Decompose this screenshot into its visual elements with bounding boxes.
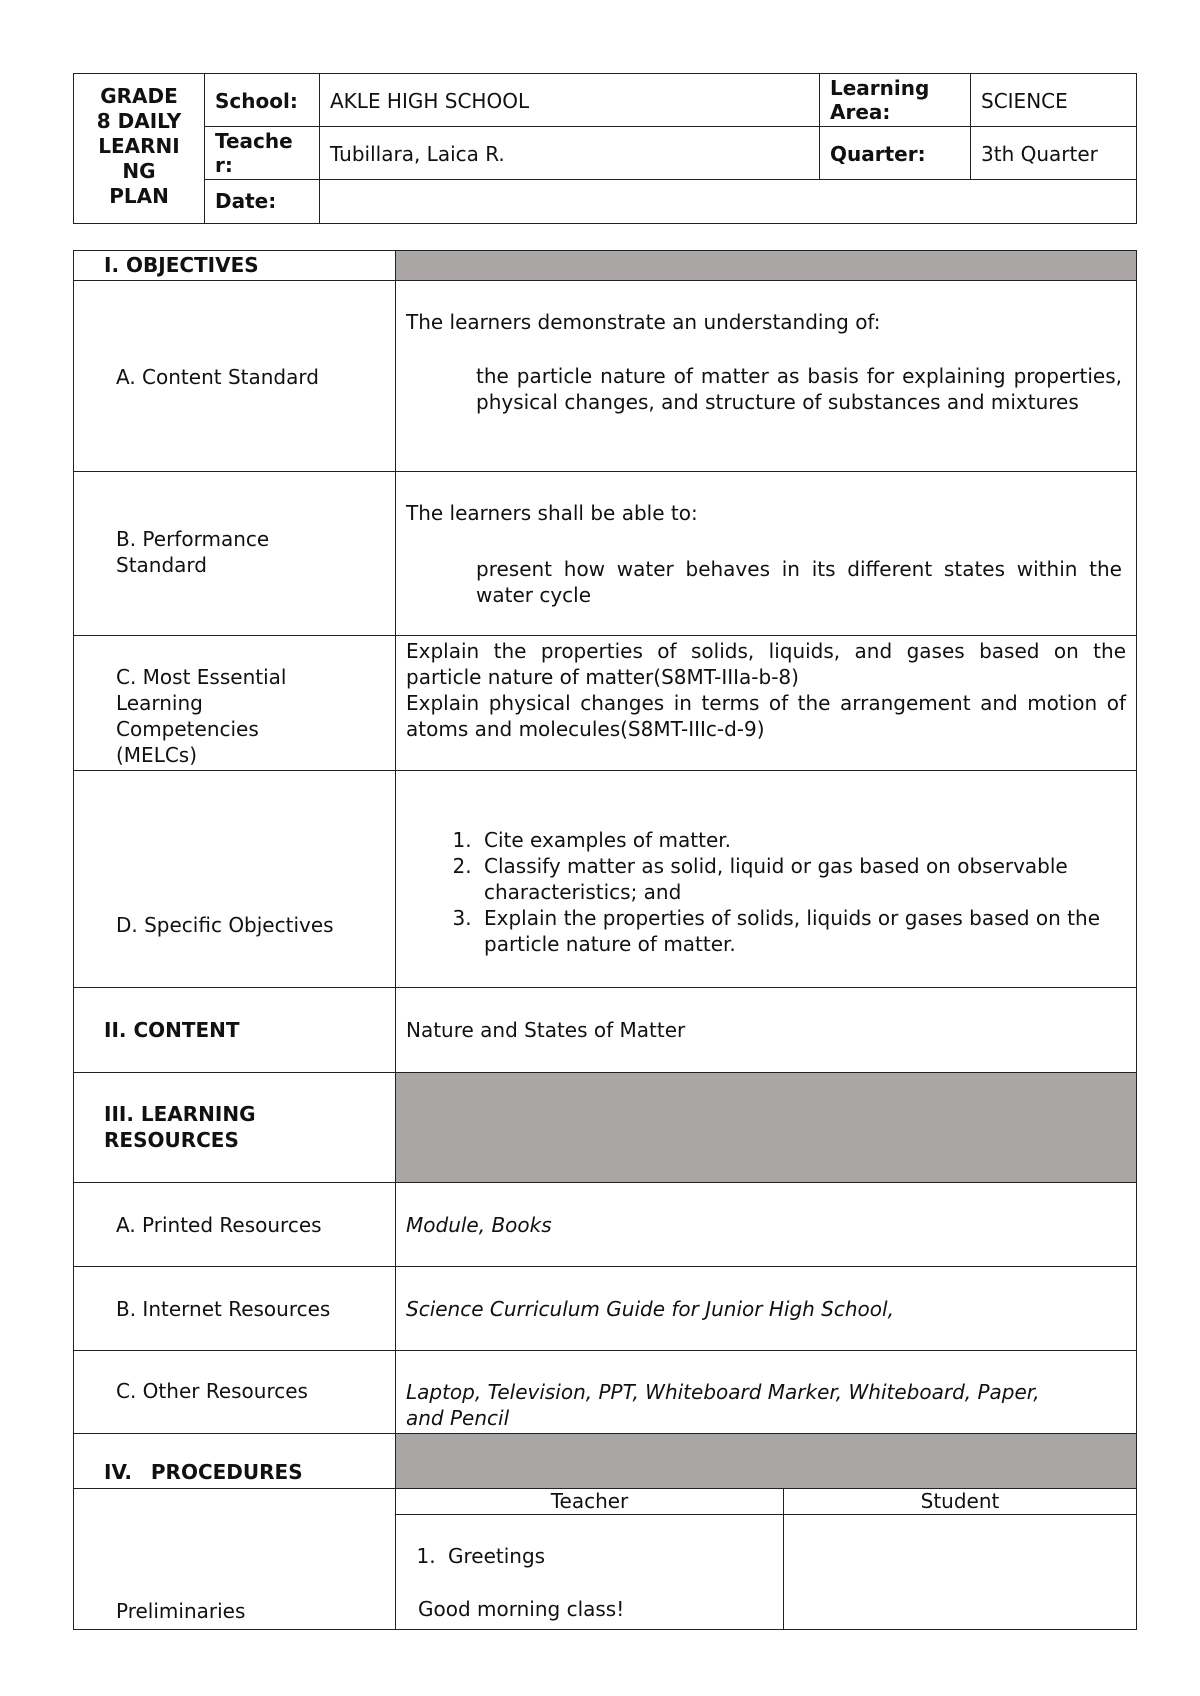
performance-standard-cell: [395, 471, 1137, 636]
melcs-cell: [395, 635, 1137, 771]
melcs-label-cell: [73, 635, 396, 771]
teacher-procedure-item: 1. Greetings: [442, 1543, 545, 1569]
plan-title-line: LEARNI: [98, 134, 180, 158]
melc-item: Explain the properties of solids, liquids, and gases based on the particle nature of matter(S8MT-IIIa-b-8): [406, 639, 1126, 689]
internet-resources-label-cell: [73, 1266, 396, 1351]
content-standard-intro: The learners demonstrate an understanding of:: [406, 310, 881, 334]
printed-resources-label-cell: [73, 1182, 396, 1267]
student-procedure-cell: [783, 1514, 1137, 1630]
specific-objective-item: 1. Cite examples of matter.: [478, 827, 1118, 853]
content-standard-text: the particle nature of matter as basis for explaining properties, physical changes, and structure of substances and mixtures: [476, 364, 1122, 414]
plan-title-cell: [73, 73, 205, 224]
content-standard-label: A. Content Standard: [116, 365, 319, 389]
preliminaries-label-cell: [73, 1488, 396, 1630]
plan-title-line: 8 DAILY: [96, 109, 182, 133]
procedures-heading: IV. PROCEDURES: [104, 1460, 303, 1484]
student-column-header: [783, 1488, 1137, 1515]
resources-shade: [395, 1072, 1137, 1183]
melcs-label: C. Most Essential Learning Competencies (MELCs): [116, 665, 287, 767]
date-label: Date:: [204, 179, 320, 224]
teacher-greeting-line: Good morning class!: [418, 1597, 625, 1621]
teacher-procedure-list: [420, 1543, 545, 1569]
other-resources-label: C. Other Resources: [116, 1379, 308, 1403]
performance-standard-text: present how water behaves in its different states within the water cycle: [476, 557, 1122, 607]
content-heading: II. CONTENT: [104, 1018, 240, 1042]
specific-objectives-label-cell: [73, 770, 396, 988]
internet-resources-cell: [395, 1266, 1137, 1351]
specific-objectives-list: [442, 827, 1118, 957]
procedures-shade: [395, 1433, 1137, 1489]
school-label: School:: [204, 73, 320, 127]
date-value: [319, 179, 1137, 224]
internet-resources-label: B. Internet Resources: [116, 1297, 331, 1321]
objectives-shade: [395, 250, 1137, 281]
teacher-label: Teacher:: [204, 126, 320, 180]
quarter-label: Quarter:: [819, 126, 971, 180]
printed-resources-cell: [395, 1182, 1137, 1267]
other-resources-value: Laptop, Television, PPT, Whiteboard Marker, Whiteboard, Paper, and Pencil: [406, 1380, 1040, 1430]
learning-area-label: Learning Area:: [819, 73, 971, 127]
learning-area-value: SCIENCE: [970, 73, 1137, 127]
resources-heading: III. LEARNING RESOURCES: [104, 1102, 256, 1152]
teacher-procedure-cell: [395, 1514, 784, 1630]
plan-title-line: GRADE: [100, 84, 178, 108]
specific-objectives-cell: [395, 770, 1137, 988]
procedures-heading-cell: [73, 1433, 396, 1489]
objectives-heading: I. OBJECTIVES: [73, 250, 396, 281]
other-resources-label-cell: [73, 1350, 396, 1434]
teacher-column-header: [395, 1488, 784, 1515]
internet-resources-value: Science Curriculum Guide for Junior High School,: [406, 1297, 894, 1321]
specific-objective-item: 2. Classify matter as solid, liquid or gas based on observable characteristics; and: [478, 853, 1118, 905]
teacher-value: Tubillara, Laica R.: [319, 126, 820, 180]
resources-heading-cell: [73, 1072, 396, 1183]
printed-resources-label: A. Printed Resources: [116, 1213, 322, 1237]
other-resources-cell: [395, 1350, 1137, 1434]
printed-resources-value: Module, Books: [406, 1213, 552, 1237]
student-column-label: Student: [920, 1489, 1000, 1513]
preliminaries-label: Preliminaries: [116, 1599, 246, 1623]
teacher-column-label: Teacher: [550, 1489, 629, 1513]
specific-objectives-label: D. Specific Objectives: [116, 913, 334, 937]
content-standard-cell: [395, 280, 1137, 472]
plan-title-line: NG: [122, 159, 156, 183]
content-value-cell: [395, 987, 1137, 1073]
content-heading-cell: [73, 987, 396, 1073]
performance-standard-label-cell: [73, 471, 396, 636]
content-standard-label-cell: [73, 280, 396, 472]
performance-standard-label: B. Performance Standard: [116, 527, 270, 577]
plan-title-line: PLAN: [109, 184, 169, 208]
melc-item: Explain physical changes in terms of the arrangement and motion of atoms and molecules(S8MT-IIIc-d-9): [406, 691, 1126, 741]
specific-objective-item: 3. Explain the properties of solids, liquids or gases based on the particle nature of matter.: [478, 905, 1118, 957]
school-value: AKLE HIGH SCHOOL: [319, 73, 820, 127]
performance-standard-intro: The learners shall be able to:: [406, 501, 698, 525]
content-value: Nature and States of Matter: [406, 1018, 686, 1042]
quarter-value: 3th Quarter: [970, 126, 1137, 180]
